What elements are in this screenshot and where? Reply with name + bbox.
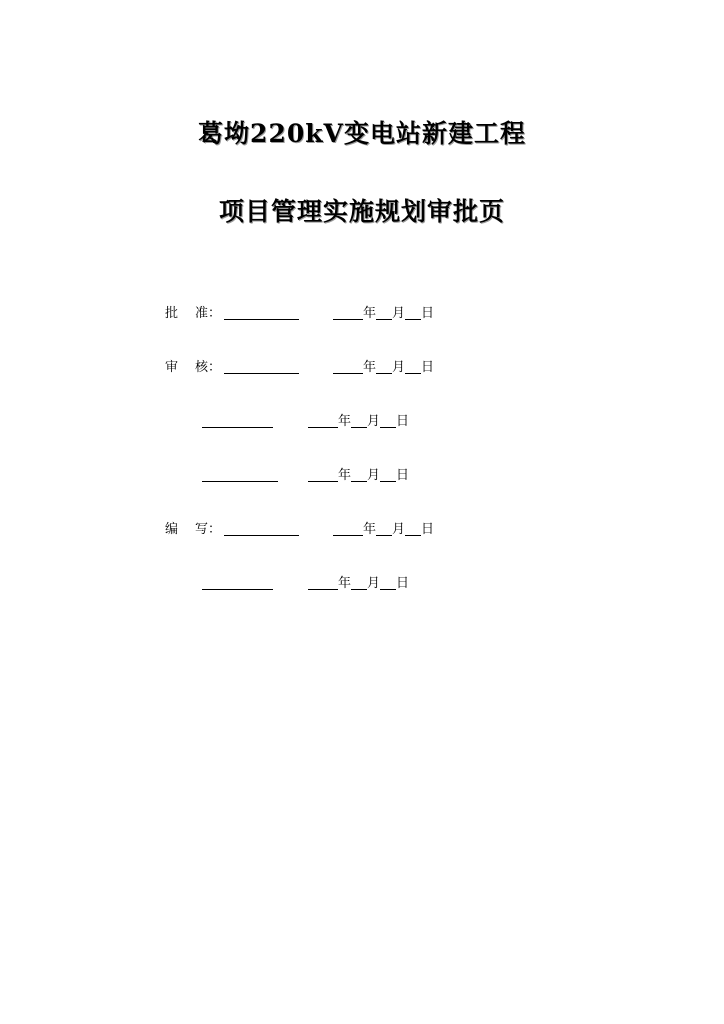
document-subtitle: 项目管理实施规划审批页 (218, 197, 505, 226)
month-blank[interactable] (376, 535, 392, 536)
day-char: 日 (396, 576, 410, 591)
month-blank[interactable] (351, 481, 367, 482)
approval-row (0, 304, 724, 324)
year-char: 年 (338, 414, 352, 429)
month-char: 月 (392, 306, 406, 321)
label-char-2: 准： (195, 306, 222, 321)
day-char: 日 (421, 522, 435, 537)
year-blank[interactable] (333, 319, 363, 320)
day-blank[interactable] (380, 481, 396, 482)
month-char: 月 (367, 576, 381, 591)
month-char: 月 (367, 468, 381, 483)
signature-line[interactable] (202, 589, 273, 590)
label-char-1: 编 (165, 522, 179, 537)
day-char: 日 (421, 306, 435, 321)
label-char-2: 写： (195, 522, 222, 537)
document-title: 葛坳220kV变电站新建工程 (198, 119, 526, 148)
year-char: 年 (363, 522, 377, 537)
signature-row (0, 574, 724, 594)
year-char: 年 (363, 306, 377, 321)
day-blank[interactable] (380, 427, 396, 428)
author-row (0, 520, 724, 540)
label-char-1: 审 (165, 360, 179, 375)
month-char: 月 (392, 522, 406, 537)
month-char: 月 (367, 414, 381, 429)
month-blank[interactable] (376, 319, 392, 320)
day-char: 日 (396, 468, 410, 483)
signature-line[interactable] (224, 373, 299, 374)
label-char-1: 批 (165, 306, 179, 321)
year-blank[interactable] (333, 373, 363, 374)
day-char: 日 (396, 414, 410, 429)
label-char-2: 核： (195, 360, 222, 375)
year-blank[interactable] (333, 535, 363, 536)
signature-line[interactable] (202, 427, 273, 428)
year-blank[interactable] (308, 589, 338, 590)
year-blank[interactable] (308, 481, 338, 482)
day-blank[interactable] (380, 589, 396, 590)
signature-line[interactable] (224, 319, 299, 320)
month-blank[interactable] (351, 427, 367, 428)
year-blank[interactable] (308, 427, 338, 428)
year-char: 年 (338, 576, 352, 591)
signature-row (0, 412, 724, 432)
review-row (0, 358, 724, 378)
day-char: 日 (421, 360, 435, 375)
day-blank[interactable] (405, 319, 421, 320)
year-char: 年 (363, 360, 377, 375)
signature-row (0, 466, 724, 486)
month-char: 月 (392, 360, 406, 375)
day-blank[interactable] (405, 535, 421, 536)
signature-line[interactable] (224, 535, 299, 536)
year-char: 年 (338, 468, 352, 483)
signature-line[interactable] (202, 481, 278, 482)
month-blank[interactable] (351, 589, 367, 590)
month-blank[interactable] (376, 373, 392, 374)
day-blank[interactable] (405, 373, 421, 374)
